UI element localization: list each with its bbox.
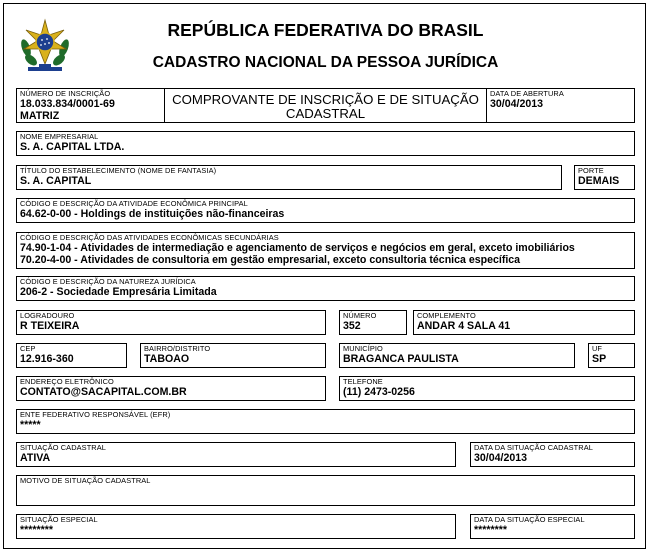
email-label: ENDEREÇO ELETRÔNICO [20,377,114,386]
municipio-value: BRAGANCA PAULISTA [343,353,459,365]
atividade-principal-box [16,198,635,223]
data-situacao-especial-box [470,514,635,539]
abertura-label: DATA DE ABERTURA [490,89,564,98]
email-value: CONTATO@SACAPITAL.COM.BR [20,386,187,398]
cep-box [16,343,127,368]
atividade-secundaria-item: 70.20-4-00 - Atividades de consultoria em gestão empresarial, exceto consultoria técnica específica [20,254,521,266]
natureza-juridica-label: CÓDIGO E DESCRIÇÃO DA NATUREZA JURÍDICA [20,277,196,286]
atividades-secundarias-box [16,232,635,269]
abertura-value: 30/04/2013 [490,98,544,110]
complemento-value: ANDAR 4 SALA 41 [417,320,511,332]
efr-value: ***** [20,419,41,431]
complemento-box [413,310,635,335]
inscricao-number: 18.033.834/0001-69 [20,98,115,110]
complemento-label: COMPLEMENTO [417,311,476,320]
bairro-label: BAIRRO/DISTRITO [144,344,211,353]
numero-label: NÚMERO [343,311,377,320]
motivo-box [16,475,635,506]
municipio-label: MUNICÍPIO [343,344,383,353]
situacao-box [16,442,456,467]
situacao-label: SITUAÇÃO CADASTRAL [20,443,106,452]
cep-label: CEP [20,344,36,353]
logradouro-value: R TEIXEIRA [20,320,80,332]
abertura-box [486,88,635,123]
municipio-box [339,343,575,368]
data-situacao-value: 30/04/2013 [474,452,528,464]
nome-empresarial-value: S. A. CAPITAL LTDA. [20,141,125,153]
inscricao-box [16,88,165,123]
logradouro-box [16,310,326,335]
document-title: REPÚBLICA FEDERATIVA DO BRASIL [167,20,484,40]
fantasia-label: TÍTULO DO ESTABELECIMENTO (NOME DE FANTASIA) [20,166,217,175]
cep-value: 12.916-360 [20,353,74,365]
inscricao-label: NÚMERO DE INSCRIÇÃO [20,89,111,98]
numero-value: 352 [343,320,361,332]
bairro-box [140,343,326,368]
comprovante-box [164,88,487,123]
efr-box [16,409,635,434]
motivo-label: MOTIVO DE SITUAÇÃO CADASTRAL [20,476,151,485]
atividade-secundaria-item: 74.90-1-04 - Atividades de intermediação e agenciamento de serviços e negócios em geral, exceto imobiliários [20,242,575,254]
data-situacao-especial-value: ******** [474,524,507,536]
nome-empresarial-label: NOME EMPRESARIAL [20,132,99,141]
situacao-value: ATIVA [20,452,51,464]
bairro-value: TABOAO [144,353,190,365]
fantasia-value: S. A. CAPITAL [20,175,92,187]
situacao-especial-label: SITUAÇÃO ESPECIAL [20,515,98,524]
telefone-value: (11) 2473-0256 [343,386,415,398]
data-situacao-label: DATA DA SITUAÇÃO CADASTRAL [474,443,593,452]
uf-box [588,343,635,368]
porte-value: DEMAIS [578,175,620,187]
situacao-especial-value: ******** [20,524,53,536]
atividades-secundarias-label: CÓDIGO E DESCRIÇÃO DAS ATIVIDADES ECONÔMICAS SECUNDÁRIAS [20,233,279,242]
telefone-label: TELEFONE [343,377,383,386]
document-subtitle: CADASTRO NACIONAL DA PESSOA JURÍDICA [152,54,499,71]
logradouro-label: LOGRADOURO [20,311,75,320]
fantasia-box [16,165,562,190]
atividade-principal-label: CÓDIGO E DESCRIÇÃO DA ATIVIDADE ECONÔMICA PRINCIPAL [20,199,248,208]
nome-empresarial-box [16,131,635,156]
natureza-juridica-box [16,276,635,301]
uf-value: SP [592,353,607,365]
comprovante-title-line1: COMPROVANTE DE INSCRIÇÃO E DE SITUAÇÃO [172,92,479,107]
efr-label: ENTE FEDERATIVO RESPONSÁVEL (EFR) [20,410,171,419]
porte-label: PORTE [578,166,604,175]
email-box [16,376,326,401]
data-situacao-box [470,442,635,467]
data-situacao-especial-label: DATA DA SITUAÇÃO ESPECIAL [474,515,585,524]
inscricao-type: MATRIZ [20,110,60,122]
numero-box [339,310,407,335]
situacao-especial-box [16,514,456,539]
uf-label: UF [592,344,603,353]
telefone-box [339,376,635,401]
natureza-juridica-value: 206-2 - Sociedade Empresária Limitada [20,286,217,298]
comprovante-title-line2: CADASTRAL [285,106,366,121]
atividade-principal-value: 64.62-0-00 - Holdings de instituições não-financeiras [20,208,285,220]
porte-box [574,165,635,190]
